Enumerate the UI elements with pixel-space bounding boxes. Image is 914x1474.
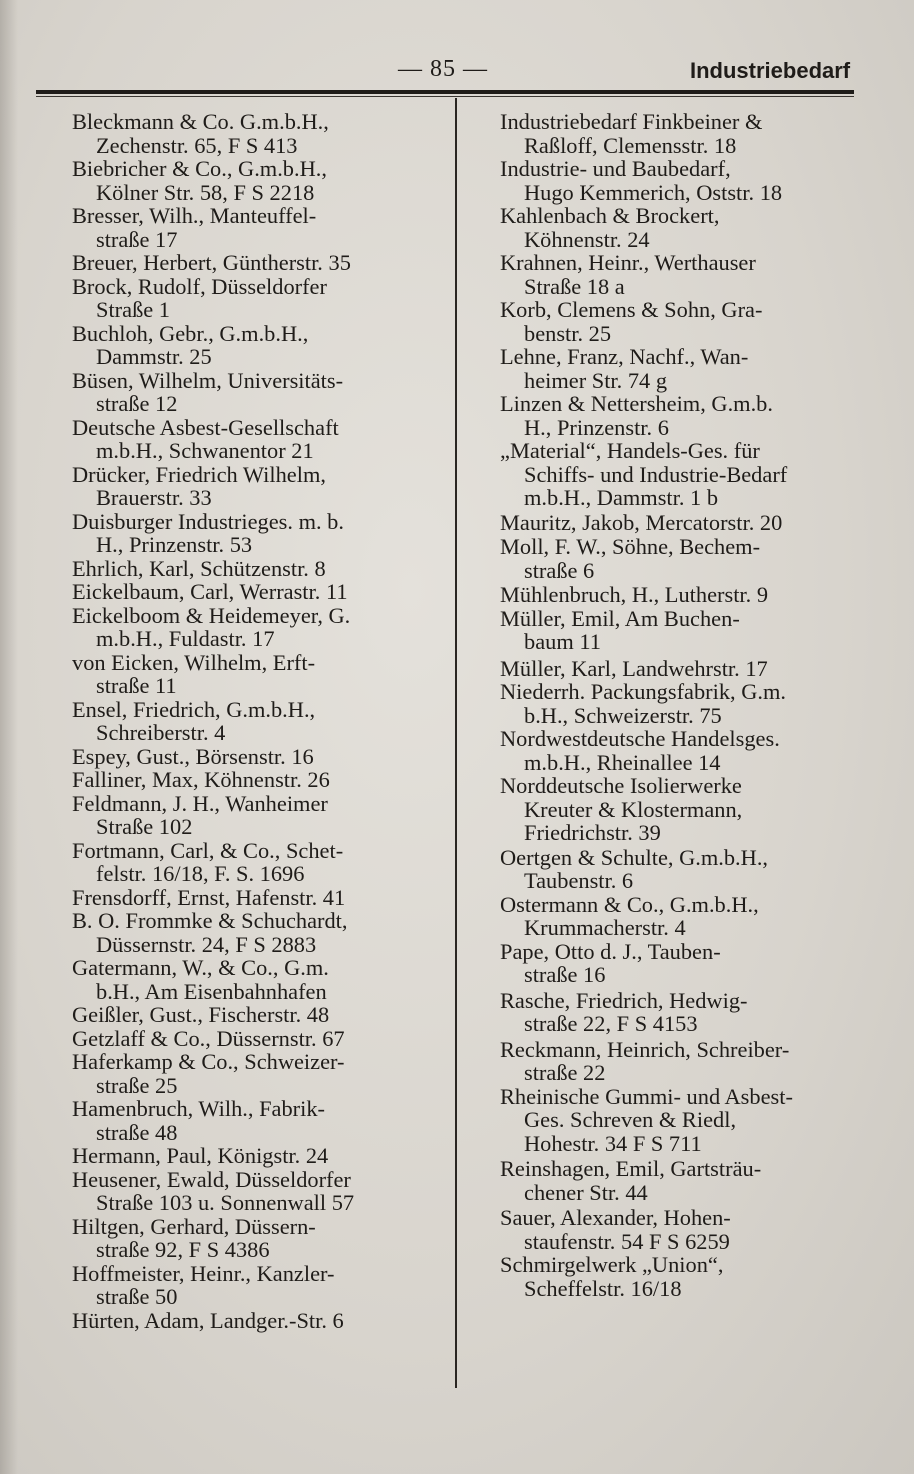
- entry-name-line: Reckmann, Heinrich, Schreiber-: [500, 1036, 790, 1062]
- entry-name-line: Pape, Otto d. J., Tauben-: [500, 938, 721, 964]
- entry-name-line: Müller, Karl, Landwehrstr. 17: [500, 655, 768, 681]
- directory-entry: [500, 298, 870, 345]
- page-number: — 85 —: [398, 56, 488, 82]
- entry-name-line: Haferkamp & Co., Schweizer-: [72, 1049, 345, 1074]
- entry-continuation-line: Köhnenstr. 24: [524, 226, 650, 252]
- entry-continuation-line: straße 25: [96, 1072, 178, 1098]
- entry-name-line: Falliner, Max, Köhnenstr. 26: [72, 767, 330, 792]
- directory-entry: [72, 1003, 444, 1027]
- directory-entry: [72, 651, 444, 698]
- left-column: [72, 110, 444, 1332]
- entry-name-line: Frensdorff, Ernst, Hafenstr. 41: [72, 884, 346, 910]
- directory-entry: [500, 774, 870, 845]
- header-rule: [36, 90, 854, 94]
- entry-name-line: Oertgen & Schulte, G.m.b.H.,: [500, 844, 769, 870]
- directory-entry: [500, 392, 870, 439]
- entry-continuation-line: b.H., Am Eisenbahnhafen: [96, 978, 327, 1004]
- right-column: [500, 110, 870, 1300]
- entry-name-line: Hermann, Paul, Königstr. 24: [72, 1143, 329, 1168]
- entry-name-line: Duisburger Industrieges. m. b.: [72, 508, 344, 534]
- directory-entry: [500, 607, 870, 654]
- entry-name-line: Korb, Clemens & Sohn, Gra-: [500, 297, 763, 322]
- entry-name-line: Krahnen, Heinr., Werthauser: [500, 250, 756, 275]
- entry-continuation-line: Ges. Schreven & Riedl,: [524, 1107, 737, 1132]
- entry-continuation-line: straße 22: [524, 1060, 606, 1085]
- entry-continuation-line: m.b.H., Schwanentor 21: [96, 438, 314, 463]
- entry-name-line: Lehne, Franz, Nachf., Wan-: [500, 344, 749, 369]
- directory-entry: [72, 580, 444, 604]
- entry-name-line: Kahlenbach & Brockert,: [500, 203, 720, 228]
- entry-continuation-line: H., Prinzenstr. 6: [524, 414, 669, 440]
- directory-entry: [72, 956, 444, 1003]
- directory-entry: [72, 322, 444, 369]
- entry-continuation-line: heimer Str. 74 g: [524, 367, 668, 393]
- entry-name-line: Moll, F. W., Söhne, Bechem-: [500, 534, 761, 559]
- entry-continuation-line: Straße 102: [96, 814, 193, 839]
- directory-entry: [500, 251, 870, 298]
- entry-continuation-line: Zechenstr. 65, F S 413: [96, 132, 298, 158]
- directory-entry: [500, 1038, 870, 1085]
- entry-continuation-line: Kölner Str. 58, F S 2218: [96, 179, 315, 205]
- entry-name-line: Heusener, Ewald, Düsseldorfer: [72, 1166, 351, 1192]
- directory-entry: [72, 275, 444, 322]
- entry-name-line: Sauer, Alexander, Hohen-: [500, 1205, 731, 1230]
- directory-entry: [500, 204, 870, 251]
- directory-entry: [72, 463, 444, 510]
- directory-entry: [72, 839, 444, 886]
- directory-entry: [500, 989, 870, 1036]
- directory-entry: [72, 369, 444, 416]
- entry-name-line: Schmirgelwerk „Union“,: [500, 1252, 724, 1277]
- entry-name-line: Hürten, Adam, Landger.-Str. 6: [72, 1307, 344, 1333]
- directory-entry: [72, 251, 444, 275]
- entry-continuation-line: staufenstr. 54 F S 6259: [524, 1228, 730, 1254]
- page-header: [0, 52, 914, 92]
- directory-entry: [500, 583, 870, 607]
- entry-continuation-line: straße 6: [524, 557, 595, 583]
- entry-continuation-line: Krummacherstr. 4: [524, 915, 686, 940]
- directory-entry: [72, 1262, 444, 1309]
- entry-continuation-line: straße 17: [96, 226, 178, 252]
- entry-continuation-line: straße 11: [96, 673, 177, 698]
- entry-name-line: Fortmann, Carl, & Co., Schet-: [72, 837, 344, 863]
- directory-entry: [72, 1144, 444, 1168]
- entry-name-line: Rasche, Friedrich, Hedwig-: [500, 987, 748, 1013]
- entry-continuation-line: Friedrichstr. 39: [524, 820, 661, 845]
- directory-entry: [72, 768, 444, 792]
- entry-continuation-line: straße 22, F S 4153: [524, 1011, 698, 1036]
- running-head: Industriebedarf: [690, 58, 851, 83]
- directory-entry: [500, 727, 870, 774]
- directory-entry: [72, 745, 444, 769]
- entry-continuation-line: m.b.H., Dammstr. 1 b: [524, 485, 719, 510]
- directory-entry: [72, 1309, 444, 1333]
- entry-continuation-line: Scheffelstr. 16/18: [524, 1275, 682, 1301]
- directory-entry: [72, 416, 444, 463]
- directory-entry: [500, 680, 870, 727]
- entry-name-line: Ensel, Friedrich, G.m.b.H.,: [72, 696, 316, 722]
- entry-name-line: Bleckmann & Co. G.m.b.H.,: [72, 109, 329, 134]
- entry-name-line: Norddeutsche Isolierwerke: [500, 773, 742, 798]
- entry-name-line: Hiltgen, Gerhard, Düssern-: [72, 1213, 316, 1239]
- entry-name-line: Geißler, Gust., Fischerstr. 48: [72, 1002, 330, 1027]
- entry-continuation-line: Brauerstr. 33: [96, 485, 212, 510]
- entry-name-line: Biebricher & Co., G.m.b.H.,: [72, 156, 327, 181]
- entry-continuation-line: felstr. 16/18, F. S. 1696: [96, 861, 305, 886]
- directory-entry: [500, 846, 870, 893]
- entry-continuation-line: baum 11: [524, 629, 601, 654]
- entry-name-line: Reinshagen, Emil, Gartsträu-: [500, 1156, 762, 1181]
- entry-continuation-line: m.b.H., Fuldastr. 17: [96, 626, 275, 651]
- entry-name-line: B. O. Frommke & Schuchardt,: [72, 908, 348, 933]
- directory-entry: [72, 604, 444, 651]
- entry-continuation-line: Schiffs- und Industrie-Bedarf: [524, 461, 788, 487]
- entry-continuation-line: Raßloff, Clemensstr. 18: [524, 132, 737, 158]
- directory-entry: [72, 909, 444, 956]
- entry-name-line: Bresser, Wilh., Manteuffel-: [72, 203, 317, 228]
- entry-name-line: Büsen, Wilhelm, Universitäts-: [72, 367, 344, 393]
- header-rule-thin: [36, 96, 854, 97]
- directory-entry: [500, 1157, 870, 1204]
- entry-name-line: von Eicken, Wilhelm, Erft-: [72, 649, 316, 675]
- directory-entry: [500, 110, 870, 157]
- entry-continuation-line: Straße 18 a: [524, 273, 625, 299]
- entry-continuation-line: straße 48: [96, 1119, 178, 1145]
- entry-name-line: Niederrh. Packungsfabrik, G.m.: [500, 679, 787, 704]
- entry-name-line: Industrie- und Baubedarf,: [500, 156, 731, 181]
- entry-name-line: Feldmann, J. H., Wanheimer: [72, 790, 328, 816]
- column-divider: [455, 98, 457, 1388]
- directory-entry: [72, 698, 444, 745]
- entry-continuation-line: straße 12: [96, 391, 178, 416]
- entry-name-line: Eickelboom & Heidemeyer, G.: [72, 602, 351, 628]
- entry-continuation-line: Dammstr. 25: [96, 344, 212, 369]
- directory-entry: [72, 886, 444, 910]
- entry-continuation-line: Straße 1: [96, 297, 170, 322]
- entry-continuation-line: Hohestr. 34 F S 711: [524, 1130, 702, 1156]
- entry-name-line: Brock, Rudolf, Düsseldorfer: [72, 273, 327, 299]
- entry-name-line: Rheinische Gummi- und Asbest-: [500, 1083, 793, 1109]
- entry-name-line: Hamenbruch, Wilh., Fabrik-: [72, 1096, 326, 1121]
- entry-continuation-line: m.b.H., Rheinallee 14: [524, 749, 721, 775]
- entry-name-line: Breuer, Herbert, Güntherstr. 35: [72, 250, 351, 275]
- entry-continuation-line: Taubenstr. 6: [524, 868, 634, 893]
- directory-entry: [72, 557, 444, 581]
- entry-name-line: Mauritz, Jakob, Mercatorstr. 20: [500, 509, 783, 535]
- entry-name-line: Espey, Gust., Börsenstr. 16: [72, 743, 314, 769]
- directory-entry: [500, 1085, 870, 1156]
- directory-entry: [500, 1253, 870, 1300]
- entry-name-line: Hoffmeister, Heinr., Kanzler-: [72, 1260, 335, 1286]
- entry-continuation-line: Schreiberstr. 4: [96, 720, 226, 745]
- entry-name-line: Deutsche Asbest-Gesellschaft: [72, 414, 339, 440]
- entry-continuation-line: straße 50: [96, 1284, 178, 1309]
- entry-continuation-line: Hugo Kemmerich, Oststr. 18: [524, 179, 783, 205]
- page-edge-shadow: [0, 0, 18, 1474]
- entry-name-line: Industriebedarf Finkbeiner &: [500, 109, 763, 134]
- entry-name-line: Müller, Emil, Am Buchen-: [500, 605, 740, 631]
- directory-entry: [500, 893, 870, 940]
- entry-continuation-line: H., Prinzenstr. 53: [96, 532, 253, 557]
- entry-continuation-line: Kreuter & Klostermann,: [524, 796, 743, 822]
- directory-entry: [500, 439, 870, 510]
- entry-continuation-line: straße 16: [524, 962, 606, 987]
- entry-name-line: Ehrlich, Karl, Schützenstr. 8: [72, 555, 326, 581]
- entry-name-line: „Material“, Handels-Ges. für: [500, 438, 760, 463]
- directory-entry: [500, 511, 870, 535]
- entry-name-line: Eickelbaum, Carl, Werrastr. 11: [72, 579, 348, 604]
- directory-entry: [72, 1097, 444, 1144]
- directory-entry: [72, 792, 444, 839]
- directory-entry: [500, 157, 870, 204]
- entry-continuation-line: b.H., Schweizerstr. 75: [524, 702, 722, 728]
- directory-entry: [72, 110, 444, 157]
- entry-name-line: Buchloh, Gebr., G.m.b.H.,: [72, 320, 309, 346]
- entry-name-line: Getzlaff & Co., Düssernstr. 67: [72, 1025, 345, 1051]
- directory-entry: [72, 1215, 444, 1262]
- entry-name-line: Nordwestdeutsche Handelsges.: [500, 726, 780, 751]
- directory-entry: [500, 535, 870, 582]
- directory-entry: [500, 1206, 870, 1253]
- directory-entry: [72, 1050, 444, 1097]
- directory-entry: [72, 510, 444, 557]
- entry-name-line: Linzen & Nettersheim, G.m.b.: [500, 391, 773, 416]
- directory-entry: [72, 204, 444, 251]
- directory-entry: [500, 940, 870, 987]
- directory-entry: [72, 1168, 444, 1215]
- directory-entry: [500, 657, 870, 681]
- entry-continuation-line: straße 92, F S 4386: [96, 1237, 270, 1262]
- entry-continuation-line: benstr. 25: [524, 320, 612, 346]
- directory-entry: [500, 345, 870, 392]
- entry-continuation-line: Straße 103 u. Sonnenwall 57: [96, 1190, 355, 1215]
- entry-name-line: Ostermann & Co., G.m.b.H.,: [500, 891, 759, 917]
- entry-name-line: Drücker, Friedrich Wilhelm,: [72, 461, 326, 487]
- entry-continuation-line: chener Str. 44: [524, 1179, 648, 1205]
- entry-continuation-line: Düssernstr. 24, F S 2883: [96, 931, 317, 957]
- directory-entry: [72, 1027, 444, 1051]
- directory-entry: [72, 157, 444, 204]
- entry-name-line: Mühlenbruch, H., Lutherstr. 9: [500, 582, 769, 607]
- entry-name-line: Gatermann, W., & Co., G.m.: [72, 955, 329, 980]
